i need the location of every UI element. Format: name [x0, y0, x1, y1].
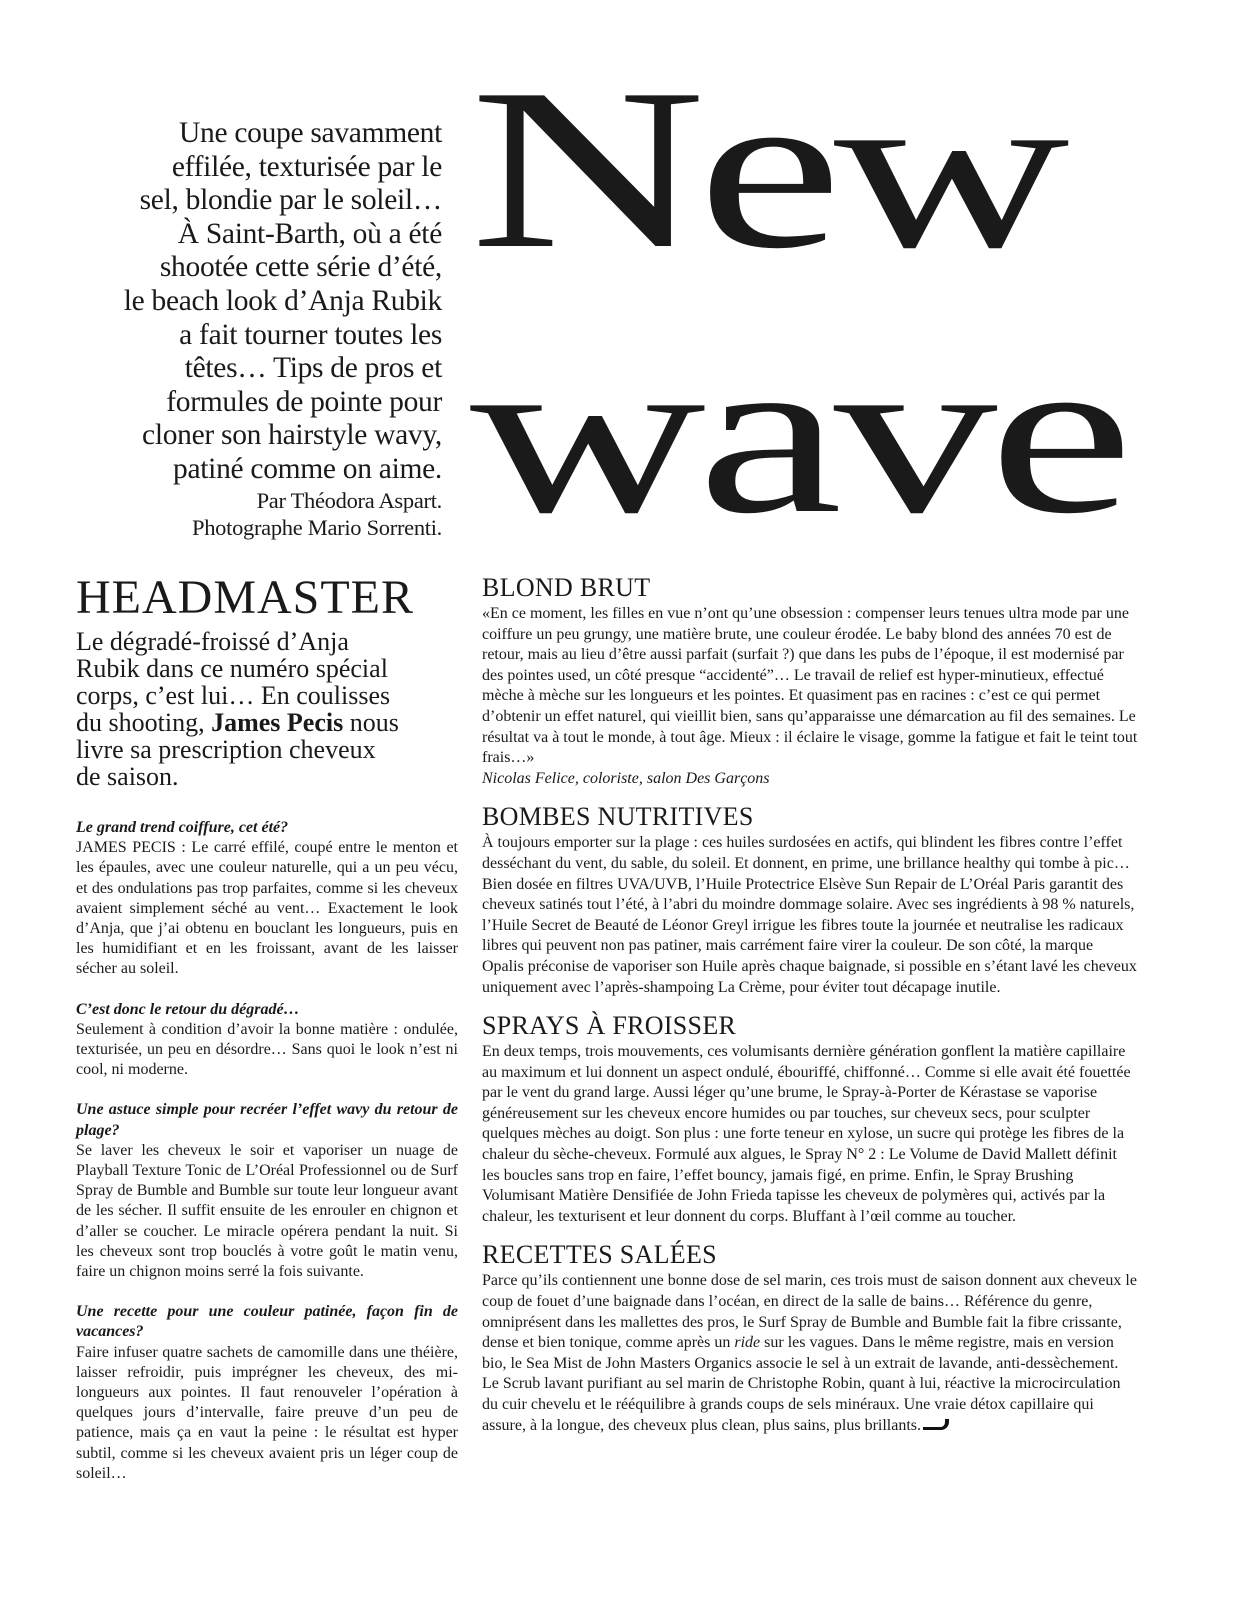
section-blond-brut [482, 574, 1138, 789]
section-heading: SPRAYS À FROISSER [482, 1011, 737, 1041]
intro-line: têtes… Tips de pros et [184, 352, 442, 385]
qa-item [76, 818, 458, 980]
section-body [482, 604, 1138, 789]
answer: Faire infuser quatre sachets de camomille dans une théière, laisser refroidir, puis imprégner les cheveux, des mi-longueurs aux pointes. Il faut renouveler l’opération à quelques jours d’intervalle, faire preuve d’un peu de patience, mais ça en vaut la peine : le résultat est hyper subtil, comme si les cheveux avaient pris un léger coup de soleil… [76, 1343, 458, 1482]
body-text: sur les vagues. Dans le même registre, mais en version bio, le Sea Mist de John Masters Organics associe le sel à un extrait de lavande, anti-dessèchement. Le Scrub lavant purifiant au sel marin de Christophe Robin, quant à lui, réactive la microcirculation du cuir chevelu et le rééquilibre à grands coups de sels minéraux. Une vraie détox capillaire qui assure, à la longue, des cheveux plus clean, plus sains, plus brillants. [482, 1334, 1121, 1434]
intro-line: a fait tourner toutes les [179, 318, 442, 351]
quote-signature: Nicolas Felice, coloriste, salon Des Garçons [482, 769, 770, 787]
qa-item [76, 1000, 458, 1081]
photographer-credit: Photographe Mario Sorrenti. [192, 514, 442, 540]
headmaster-standfirst [76, 628, 406, 790]
intro-line: le beach look d’Anja Rubik [123, 284, 442, 317]
tips-column [482, 574, 1138, 1450]
end-of-article-icon [923, 1419, 949, 1430]
question: Une astuce simple pour recréer l’effet wavy du retour de plage? [76, 1101, 458, 1139]
section-sprays-a-froisser [482, 1012, 1138, 1227]
quote-text: «En ce moment, les filles en vue n’ont qu’une obsession : compenser leurs tenues ultra mode par une coiffure un peu grungy, une matière brute, une couleur érodée. Le baby blond des années 70 est de retour, mais au lieu d’être aussi parfait (surfait ?) que dans les pubs de l’époque, il est modernisé par des pointes used, un côté presque “accidenté”… Le travail de relief est hyper-minutieux, effectué mèche à mèche sur les longueurs et les pointes. Et quasiment pas en racines : c’est ce qui permet d’obtenir un effet naturel, qui vieillit bien, sans qu’apparaisse une démarcation au fil des semaines. Le résultat va à tout le monde, à tout âge. Mieux : il éclaire le visage, gomme la fatigue et fait le teint tout frais…» [482, 605, 1138, 767]
section-heading: RECETTES SALÉES [482, 1240, 717, 1270]
section-recettes-salees [482, 1241, 1138, 1436]
intro-line: sel, blondie par le soleil… [139, 184, 442, 217]
intro-line: Une coupe savamment [179, 117, 442, 149]
section-bombes-nutritives [482, 803, 1138, 998]
answer: JAMES PECIS : Le carré effilé, coupé entre le menton et les épaules, avec une couleur naturelle, qui a un peu vécu, et des ondulations pas trop parfaites, comme si les cheveux avaient simplement séché au vent… Exactement le look d’Anja, que j’ai obtenu en bouclant les longueurs, puis en les humidifiant et en les froissant, avant de les laisser sécher au soleil. [76, 839, 458, 978]
intro-line: cloner son hairstyle wavy, [142, 419, 442, 452]
section-body [482, 1271, 1138, 1436]
stylist-name: James Pecis [211, 708, 344, 737]
section-body: En deux temps, trois mouvements, ces volumisants dernière génération gonflent la matière capillaire au maximum et lui donnent un aspect ondulé, ébouriffé, chiffonné… Comme si elle avait été fouettée par le vent du grand large. Aussi léger qu’une brume, le Spray-à-Porter de Kérastase se vaporise généreusement sur les cheveux encore humides ou par touches, sur cheveux secs, pour sculpter quelques mèches au doigt. Son plus : une forte teneur en xylose, un sucre qui protège les fibres de la chaleur du sèche-cheveux. Formulé aux algues, le Spray N° 2 : Le Volume de David Mallett définit les boucles sans trop en faire, l’effet bouncy, jamais figé, en prime. Enfin, le Spray Brushing Volumisant Matière Densifiée de John Frieda tapisse les cheveux de polymères qui, activés par la chaleur, les texturisent et leur donnent du corps. Bluffant à l’œil comme au toucher. [482, 1043, 1131, 1225]
intro-line: À Saint-Barth, où a été [177, 217, 442, 250]
intro-deck [90, 117, 442, 541]
section-heading: BOMBES NUTRITIVES [482, 802, 754, 832]
qa-item [76, 1100, 458, 1282]
standfirst-text: Le dégradé-froissé d’Anja Rubik dans ce numéro spécial corps, c’est lui… En coulisses du shooting, [76, 627, 391, 737]
title-line-wave: wave [470, 306, 1126, 561]
page-title [470, 36, 1125, 566]
question: Une recette pour une couleur patinée, façon fin de vacances? [76, 1303, 458, 1341]
intro-line: formules de pointe pour [166, 385, 442, 418]
author-credit: Par Théodora Aspart. [256, 487, 442, 513]
question: C’est donc le retour du dégradé… [76, 1000, 300, 1018]
italic-term: ride [734, 1334, 761, 1352]
intro-line: effilée, texturisée par le [171, 150, 442, 183]
title-line-new: New [470, 41, 1062, 296]
body-text: Parce qu’ils contiennent une bonne dose de sel marin, ces trois must de saison donnent aux cheveux le coup de fouet d’une baignade dans l’océan, en direct de la salle de bains… Référence du genre, omniprésent dans les mallettes des pros, le Surf Spray de Bumble and Bumble fait la fibre crissante, dense et bien tonique, comme après un [482, 1272, 1137, 1352]
intro-line: shootée cette série d’été, [159, 251, 442, 284]
question: Le grand trend coiffure, cet été? [76, 819, 289, 836]
section-body: À toujours emporter sur la plage : ces huiles surdosées en actifs, qui blindent les fibres contre l’effet desséchant du vent, du sable, du soleil. Et donnent, en prime, une brillance healthy qui tombe à pic… Bien dosée en filtres UVA/UVB, l’Huile Protectrice Elsève Sun Repair de L’Oréal Paris garantit des cheveux satinés tout l’été, à l’abri du moindre dommage solaire. Avec ses ingrédients à 98 % naturels, l’Huile Secret de Beauté de Léonor Greyl irrigue les fibres toute la journée et neutralise les radicaux libres qui peuvent non pas patiner, mais carrément faire virer la couleur. De son côté, la marque Opalis préconise de vaporiser son Huile après chaque baignade, si possible en s’étant lavé les cheveux uniquement avec l’après-shampoing La Crème, pour éviter tout décapage inutile. [482, 834, 1137, 996]
standfirst-text: nous livre sa prescription cheveux de saison. [76, 708, 399, 791]
answer: Se laver les cheveux le soir et vaporiser un nuage de Playball Texture Tonic de L’Oréal Professionnel ou de Surf Spray de Bumble and Bumble sur toute leur longueur avant de les sécher. Il suffit ensuite de les enrouler en chignon et d’aller se coucher. Le miracle opérera pendant la nuit. Si les cheveux sont trop bouclés à votre goût le matin venu, faire un chignon moins serré la fois suivante. [76, 1141, 458, 1281]
section-heading: BLOND BRUT [482, 573, 651, 602]
intro-line: patiné comme on aime. [173, 452, 442, 485]
headmaster-heading: HEADMASTER [76, 571, 415, 624]
answer: Seulement à condition d’avoir la bonne matière : ondulée, texturisée, un peu en désordre… Sans quoi le look n’est ni cool, ni moderne. [76, 1020, 458, 1079]
qa-item [76, 1302, 458, 1484]
headmaster-column [76, 572, 458, 1504]
